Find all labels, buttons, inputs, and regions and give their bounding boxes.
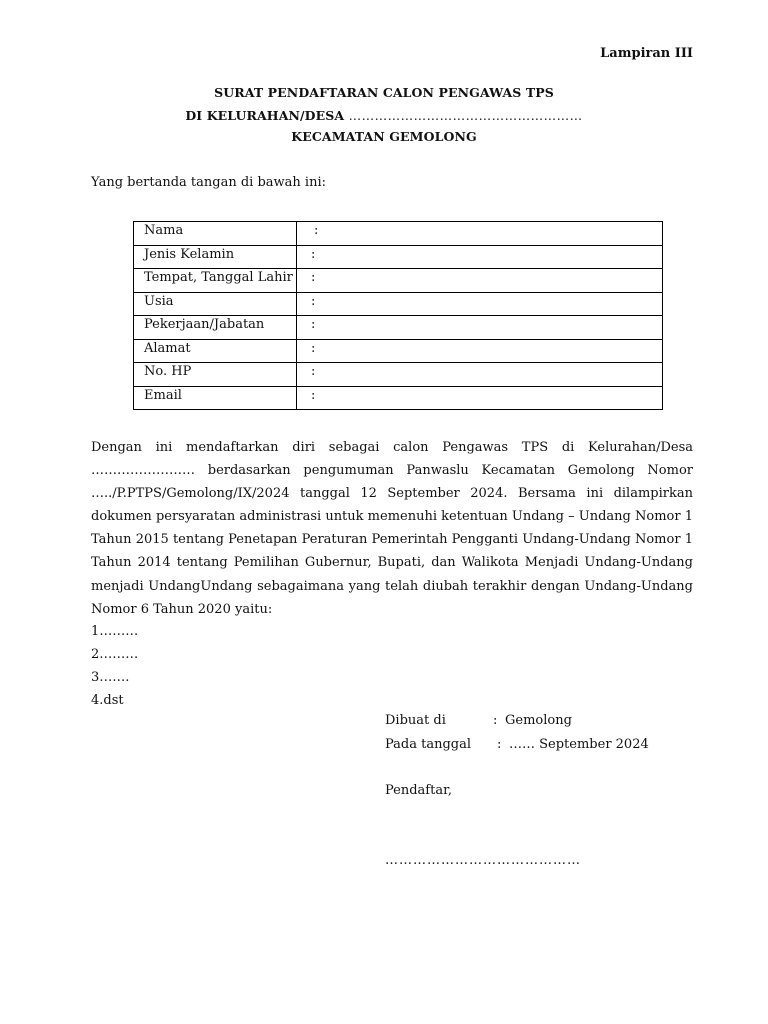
row-value: : <box>297 386 663 410</box>
table-row <box>134 222 663 246</box>
row-label: Jenis Kelamin <box>134 245 297 269</box>
title-line-3: KECAMATAN GEMOLONG <box>291 129 477 144</box>
place-separator: : <box>493 713 498 728</box>
body-line: Tahun 2015 tentang Penetapan Peraturan Pemerintah Pengganti Undang-Undang Nomor 1 <box>91 532 693 548</box>
body-line: dokumen persyaratan administrasi untuk memenuhi ketentuan Undang – Undang Nomor 1 <box>91 509 693 525</box>
place-label: Dibuat di <box>385 713 446 728</box>
signature-role: Pendaftar, <box>385 783 453 798</box>
row-label: Tempat, Tanggal Lahir <box>134 269 297 293</box>
row-label: Email <box>134 386 297 410</box>
title-line-1: SURAT PENDAFTARAN CALON PENGAWAS TPS <box>214 85 554 100</box>
document-list <box>91 620 138 712</box>
row-value: : <box>297 292 663 316</box>
body-line: menjadi UndangUndang sebagaimana yang telah diubah terakhir dengan Undang-Undang <box>91 578 693 594</box>
list-item: 4.dst <box>91 693 124 708</box>
row-label: Usia <box>134 292 297 316</box>
table-row <box>134 292 663 316</box>
attachment-label: Lampiran III <box>600 46 693 61</box>
row-label: Alamat <box>134 339 297 363</box>
body-line: Tahun 2014 tentang Pemilihan Gubernur, Bupati, dan Walikota Menjadi Undang-Undang <box>91 555 693 571</box>
list-item: 2……… <box>91 647 139 662</box>
signature-date <box>385 737 649 752</box>
row-colon: : <box>314 223 319 238</box>
place-value: Gemolong <box>505 713 572 728</box>
title-line-2-label: DI KELURAHAN/DESA <box>185 108 345 123</box>
table-row <box>134 363 663 387</box>
row-value: : <box>297 269 663 293</box>
row-label: Pekerjaan/Jabatan <box>134 316 297 340</box>
row-value: : <box>297 316 663 340</box>
table-row <box>134 269 663 293</box>
body-line: Dengan ini mendaftarkan diri sebagai calon Pengawas TPS di Kelurahan/Desa <box>91 440 693 455</box>
row-label: Nama <box>134 222 297 246</box>
body-line: …../P.PTPS/Gemolong/IX/2024 tanggal 12 September 2024. Bersama ini dilampirkan <box>91 486 693 502</box>
identity-table <box>133 221 663 410</box>
title-line-2-dots: ……………………………………………… <box>348 108 583 123</box>
body-line: …………………… berdasarkan pengumuman Panwaslu Kecamatan Gemolong Nomor <box>91 463 693 479</box>
table-row <box>134 386 663 410</box>
date-separator: : <box>497 737 502 752</box>
row-value: : <box>297 245 663 269</box>
date-label: Pada tanggal <box>385 737 472 752</box>
body-paragraph <box>91 436 693 621</box>
table-row <box>134 339 663 363</box>
list-item: 3……. <box>91 670 130 685</box>
body-line: Nomor 6 Tahun 2020 yaitu: <box>91 601 273 617</box>
row-value: : <box>297 339 663 363</box>
row-value: : <box>297 363 663 387</box>
list-item: 1……… <box>91 624 139 639</box>
row-label: No. HP <box>134 363 297 387</box>
table-row <box>134 245 663 269</box>
date-value: …… September 2024 <box>509 737 649 752</box>
table-row <box>134 316 663 340</box>
signature-place <box>385 713 572 728</box>
title-line-2 <box>0 108 768 123</box>
intro-text: Yang bertanda tangan di bawah ini: <box>91 175 326 190</box>
signature-line: …………………………………… <box>385 853 581 868</box>
row-value <box>297 222 663 246</box>
